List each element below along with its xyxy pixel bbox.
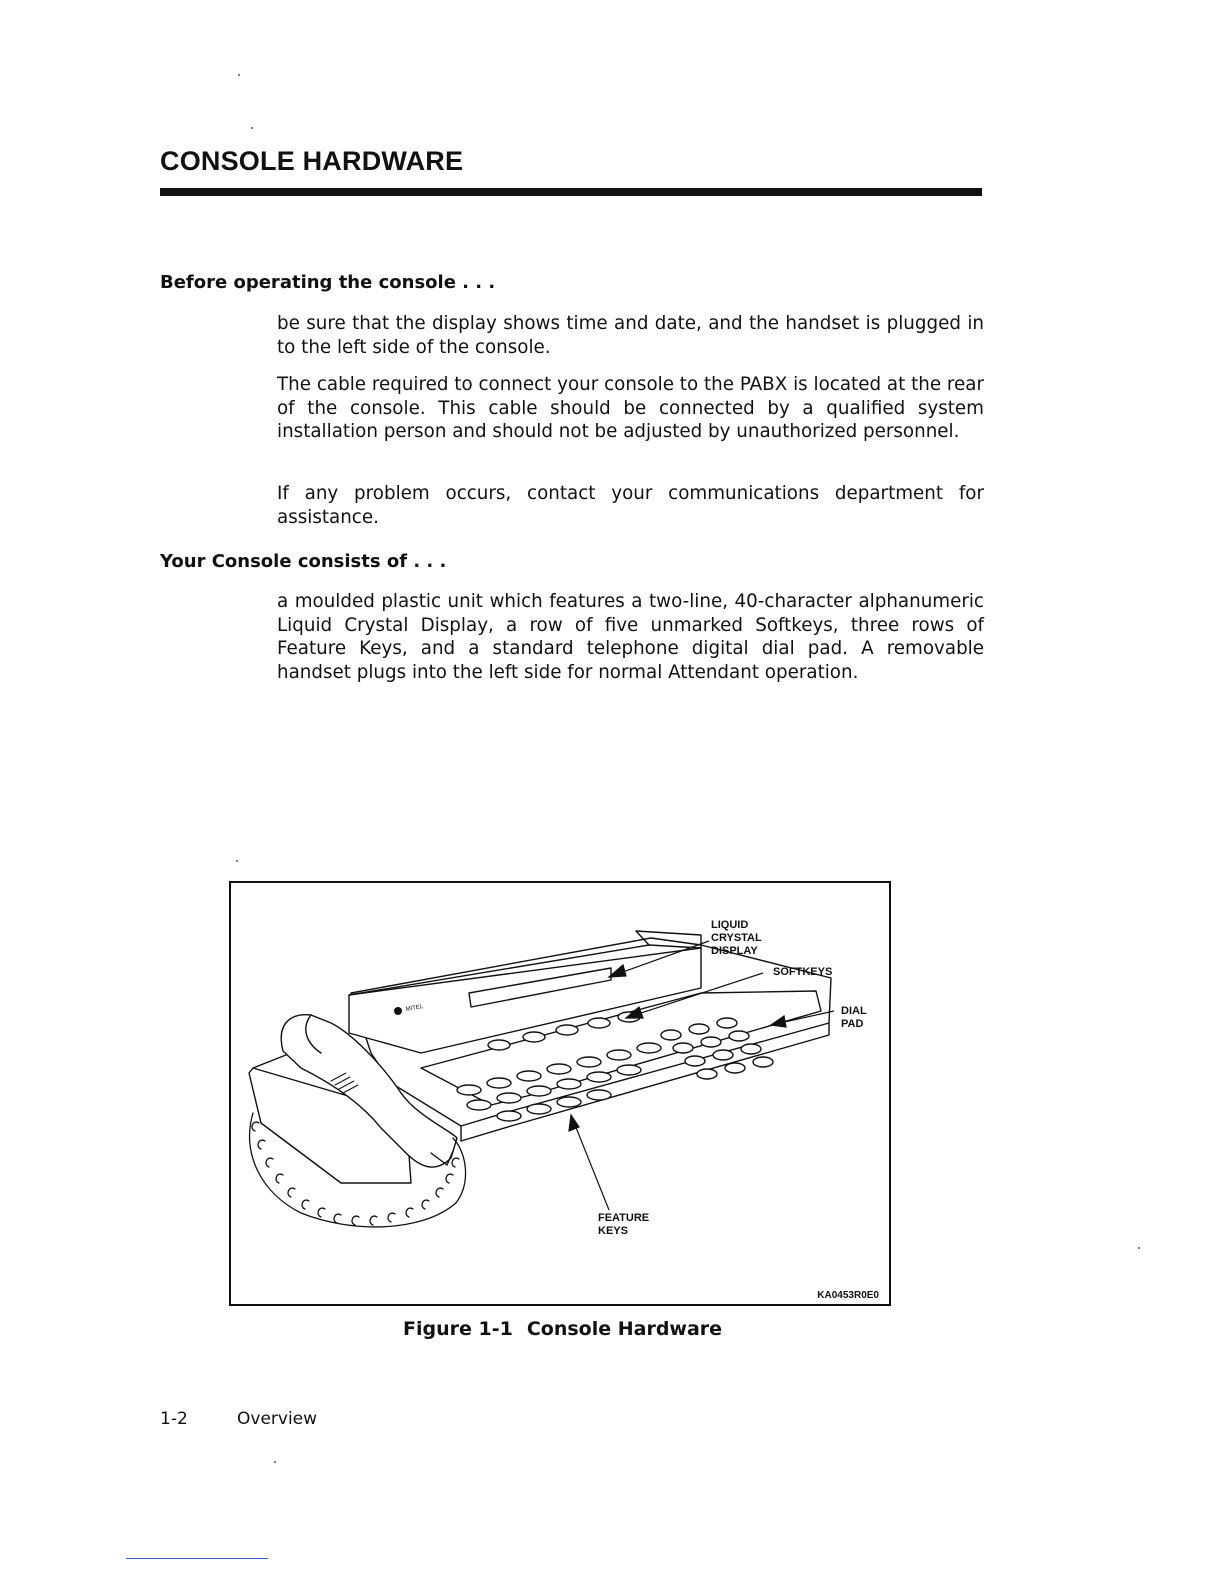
scan-speck bbox=[251, 127, 253, 129]
callout-dial-pad-line-1: DIAL bbox=[841, 1005, 867, 1017]
section-heading-before-operating: Before operating the console . . . bbox=[160, 272, 496, 293]
figure-caption-title: Console Hardware bbox=[526, 1318, 723, 1340]
figure-caption-label: Figure 1-1 bbox=[403, 1318, 513, 1340]
brand-logo: MITEL bbox=[405, 1003, 424, 1013]
title-rule bbox=[160, 188, 982, 196]
page-number: 1-2 bbox=[160, 1409, 188, 1429]
callout-dial-pad-line-2: PAD bbox=[841, 1018, 864, 1030]
callout-softkeys: SOFTKEYS bbox=[773, 966, 833, 978]
callout-liquid-crystal-display bbox=[711, 919, 762, 958]
page-title: CONSOLE HARDWARE bbox=[160, 146, 464, 176]
callout-lcd-line-3: DISPLAY bbox=[711, 945, 758, 957]
figure-console-hardware bbox=[229, 881, 891, 1306]
scan-speck bbox=[236, 860, 238, 862]
scan-speck bbox=[274, 1461, 276, 1463]
callout-lcd-line-2: CRYSTAL bbox=[711, 932, 762, 944]
callout-feature-keys-line-2: KEYS bbox=[598, 1225, 628, 1237]
paragraph-problem: If any problem occurs, contact your communications department for assistance. bbox=[277, 483, 984, 528]
brand-dot bbox=[394, 1007, 402, 1015]
callout-dial-pad bbox=[841, 1005, 867, 1031]
callout-feature-keys bbox=[598, 1212, 649, 1238]
figure-id: KA0453R0E0 bbox=[817, 1290, 879, 1301]
scan-underline bbox=[126, 1558, 268, 1559]
footer-section-name: Overview bbox=[237, 1409, 318, 1429]
scan-speck bbox=[1138, 1247, 1140, 1249]
callout-feature-keys-line-1: FEATURE bbox=[598, 1212, 650, 1224]
scan-speck bbox=[238, 74, 240, 76]
section-heading-console-consists: Your Console consists of . . . bbox=[160, 551, 447, 572]
callout-lcd-line-1: LIQUID bbox=[711, 919, 749, 931]
paragraph-console-description: a moulded plastic unit which features a two-line, 40-character alphanumeric Liquid Crystal Display, a row of five unmarked Softkeys, three rows of Feature Keys, and a standard telephone digital dial pad. A removable handset plugs into the left side for normal Attendant operation. bbox=[277, 591, 984, 683]
paragraph-display-check: be sure that the display shows time and date, and the handset is plugged in to the left side of the console. bbox=[277, 313, 984, 358]
paragraph-cable: The cable required to connect your console to the PABX is located at the rear of the console. This cable should be connected by a qualified system installation person and should not be adjusted by unauthorized personnel. bbox=[277, 374, 984, 442]
figure-caption bbox=[403, 1318, 722, 1340]
console-illustration bbox=[231, 883, 889, 1304]
